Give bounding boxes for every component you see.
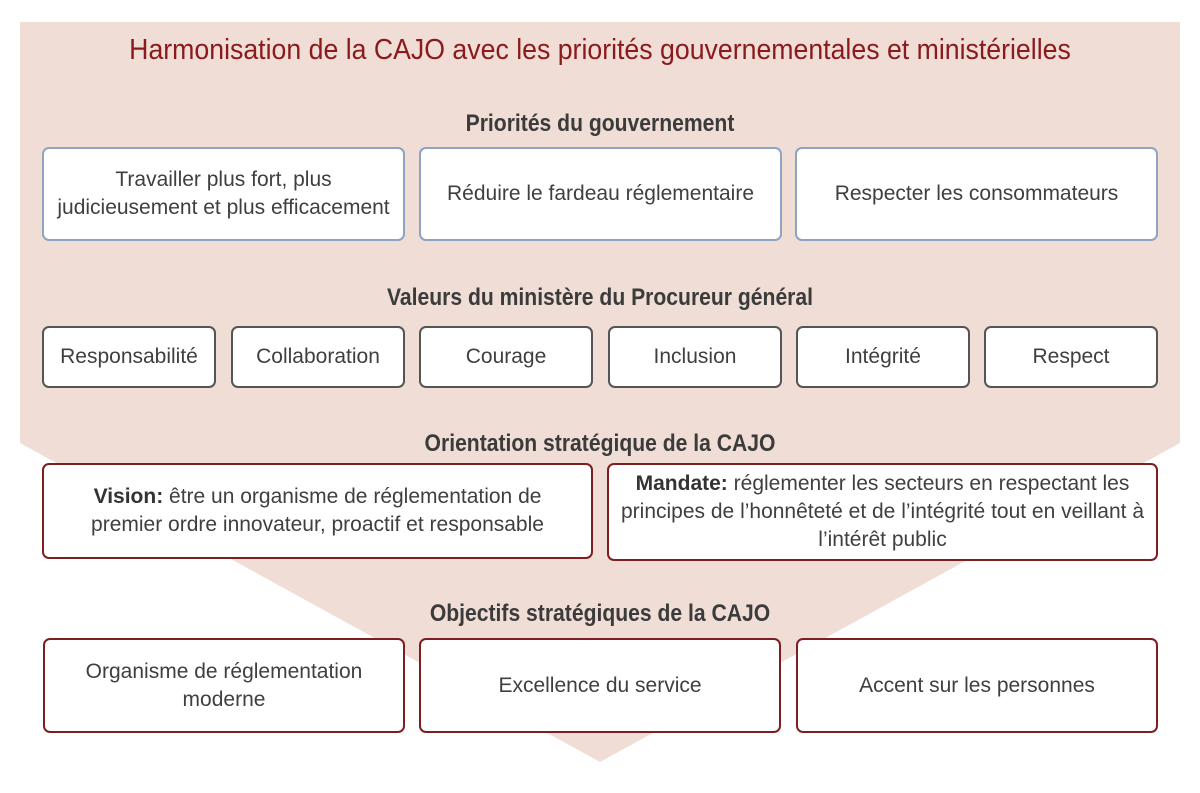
orientation-heading: Orientation stratégique de la CAJO: [424, 430, 776, 457]
value-courage: Courage: [419, 326, 593, 388]
vision-statement: [58, 483, 577, 539]
government-priorities-heading: Priorités du gouvernement: [465, 110, 735, 137]
mandate-label: Mandate:: [635, 472, 728, 495]
vision-box: [42, 463, 593, 559]
value-integrite: Intégrité: [796, 326, 970, 388]
objective-people-focus: Accent sur les personnes: [796, 638, 1158, 733]
objective-service-excellence: Excellence du service: [419, 638, 781, 733]
ministry-values-heading: Valeurs du ministère du Procureur général: [386, 284, 814, 311]
gov-priority-respect-consumers: Respecter les consommateurs: [795, 147, 1158, 241]
diagram-title: Harmonisation de la CAJO avec les priorités gouvernementales et ministérielles: [129, 34, 1071, 66]
gov-priority-reduce-burden: Réduire le fardeau réglementaire: [419, 147, 782, 241]
mandate-text: réglementer les secteurs en respectant les principes de l’honnêteté et de l’intégrité tout en veillant à l’intérêt public: [621, 472, 1145, 551]
vision-text: être un organisme de réglementation de premier ordre innovateur, proactif et responsable: [91, 485, 544, 536]
mandate-statement: [621, 470, 1144, 554]
gov-priority-work-smarter: Travailler plus fort, plus judicieusement et plus efficacement: [42, 147, 405, 241]
value-collaboration: Collaboration: [231, 326, 405, 388]
value-inclusion: Inclusion: [608, 326, 782, 388]
vision-label: Vision:: [93, 485, 164, 508]
objectives-heading: Objectifs stratégiques de la CAJO: [429, 600, 771, 627]
value-responsabilite: Responsabilité: [42, 326, 216, 388]
value-respect: Respect: [984, 326, 1158, 388]
objective-modern-regulator: Organisme de réglementation moderne: [43, 638, 405, 733]
mandate-box: [607, 463, 1158, 561]
